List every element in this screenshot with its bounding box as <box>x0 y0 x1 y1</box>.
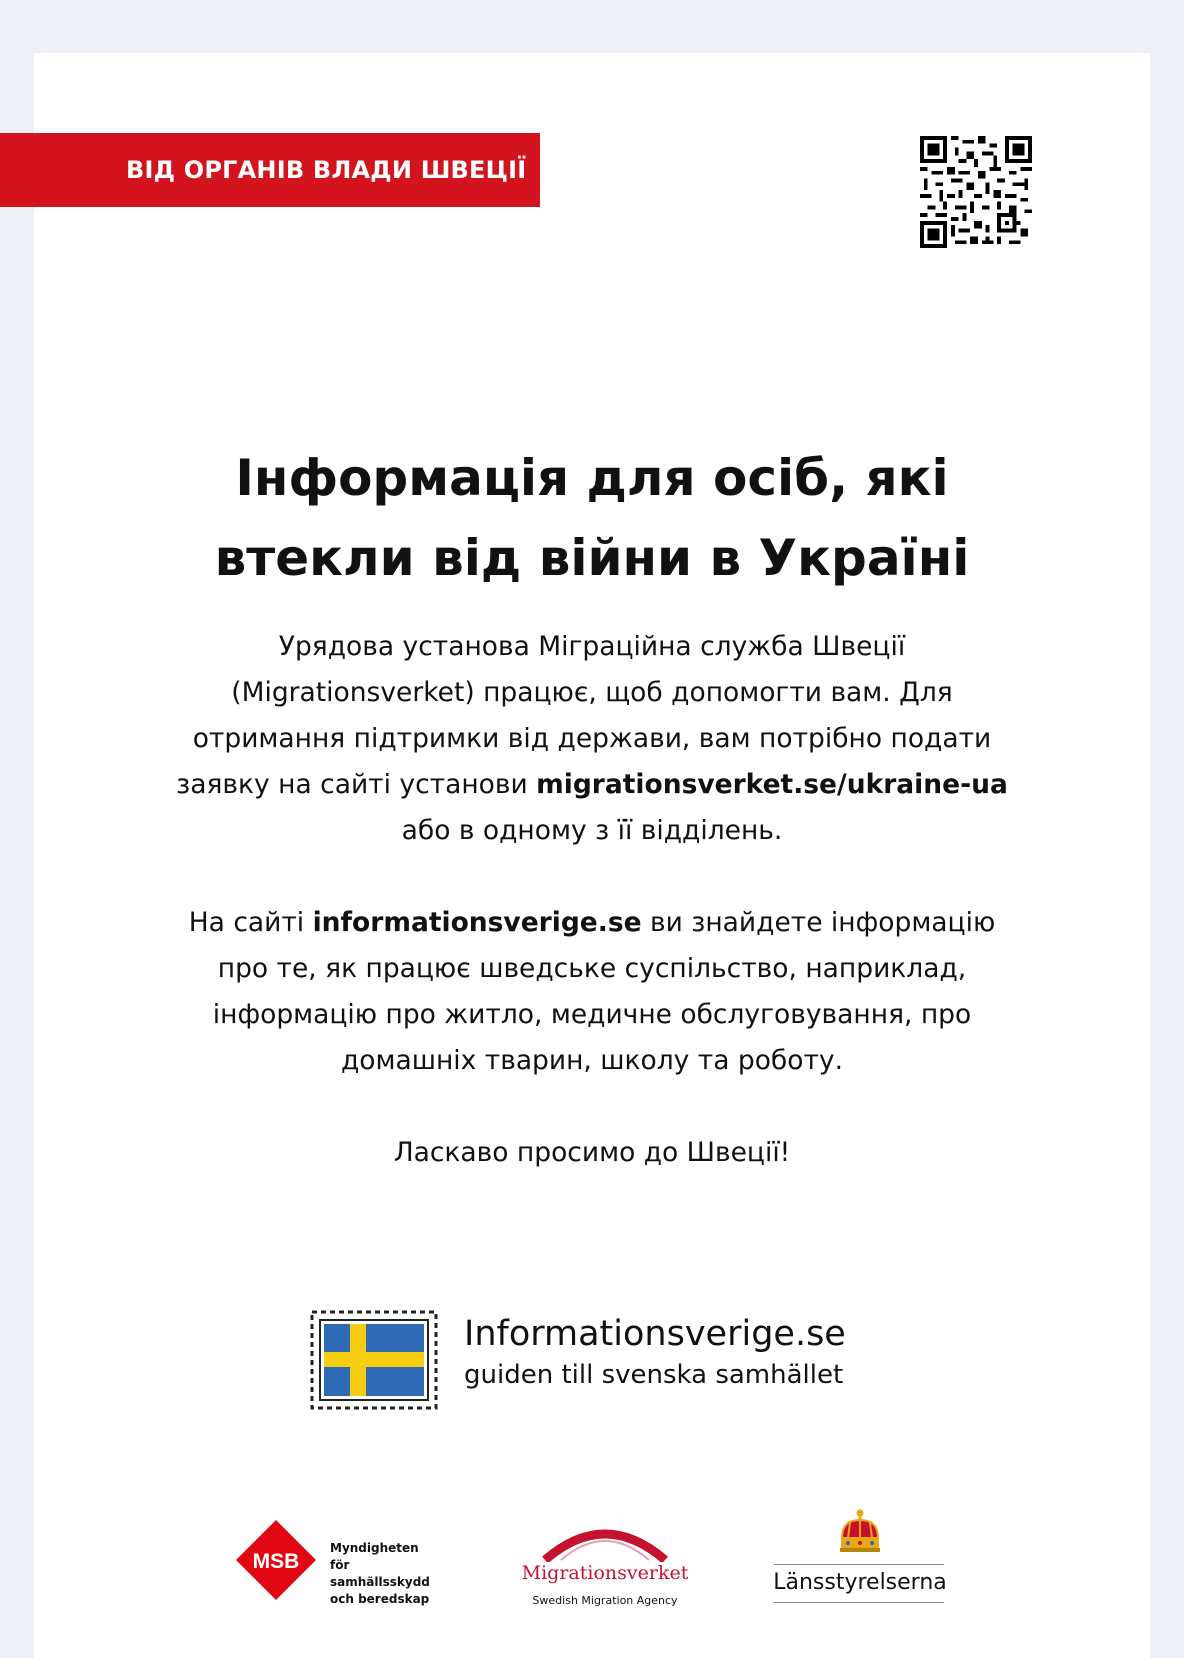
lansstyrelserna-name: Länsstyrelserna <box>773 1570 947 1595</box>
informationsverige-brand <box>306 1308 906 1418</box>
title-line-1: Інформація для осіб, які <box>235 449 949 507</box>
para1-line-2: (Migrationsverket) працює, щоб допомогти вам. Для <box>231 677 953 708</box>
banner-text: ВІД ОРГАНІВ ВЛАДИ ШВЕЦІЇ <box>126 156 527 184</box>
para2-line-2: про те, як працює шведське суспільство, наприклад, <box>217 953 967 984</box>
para1-line-4: заявку на сайті установи <box>176 769 537 800</box>
para1-line-5: або в одному з її відділень. <box>401 815 783 846</box>
msb-mark: MSB <box>252 1550 300 1573</box>
authority-banner <box>0 133 540 207</box>
welcome-text: Ласкаво просимо до Швеції! <box>393 1137 791 1168</box>
msb-line-1: Myndigheten för <box>330 1541 419 1572</box>
para2-line-4: домашніх тварин, школу та роботу. <box>340 1045 844 1076</box>
partner-logos <box>0 1508 1184 1618</box>
divider-bottom <box>774 1602 944 1603</box>
swedish-flag-stamp-icon <box>306 1308 442 1412</box>
para2-line-1-post: ви знайдете інформацію <box>641 907 996 938</box>
para2-line-3: інформацію про житло, медичне обслуговування, про <box>212 999 972 1030</box>
msb-logo <box>234 1518 434 1608</box>
divider-top <box>774 1564 944 1565</box>
migrationsverket-subtitle: Swedish Migration Agency <box>532 1594 678 1607</box>
para1-line-1: Урядова установа Міграційна служба Швеції <box>278 631 906 662</box>
para1-line-3: отримання підтримки від держави, вам потрібно подати <box>192 723 992 754</box>
migrationsverket-link[interactable]: migrationsverket.se/ukraine-ua <box>536 769 1008 800</box>
migrationsverket-name: Migrationsverket <box>521 1562 689 1584</box>
qr-code-icon[interactable] <box>920 136 1032 248</box>
migrationsverket-logo <box>515 1516 695 1612</box>
brand-tagline: guiden till svenska samhället <box>464 1360 844 1390</box>
migrationsverket-arc-icon <box>525 1516 685 1562</box>
informationsverige-link[interactable]: informationsverige.se <box>312 907 642 938</box>
royal-crown-icon <box>836 1508 884 1560</box>
msb-logo-icon <box>234 1518 318 1602</box>
paragraph-information <box>80 900 1104 1084</box>
msb-line-2: samhällsskydd <box>330 1575 430 1589</box>
msb-line-3: och beredskap <box>330 1592 430 1606</box>
paragraph-migration <box>80 624 1104 854</box>
body-text <box>80 624 1104 1176</box>
para2-line-1-pre: На сайті <box>188 907 313 938</box>
brand-name: Informationsverige.se <box>464 1314 846 1354</box>
page-title <box>0 438 1184 598</box>
title-line-2: втекли від війни в Україні <box>214 529 970 587</box>
lansstyrelserna-logo <box>770 1508 950 1616</box>
msb-text <box>330 1540 434 1608</box>
